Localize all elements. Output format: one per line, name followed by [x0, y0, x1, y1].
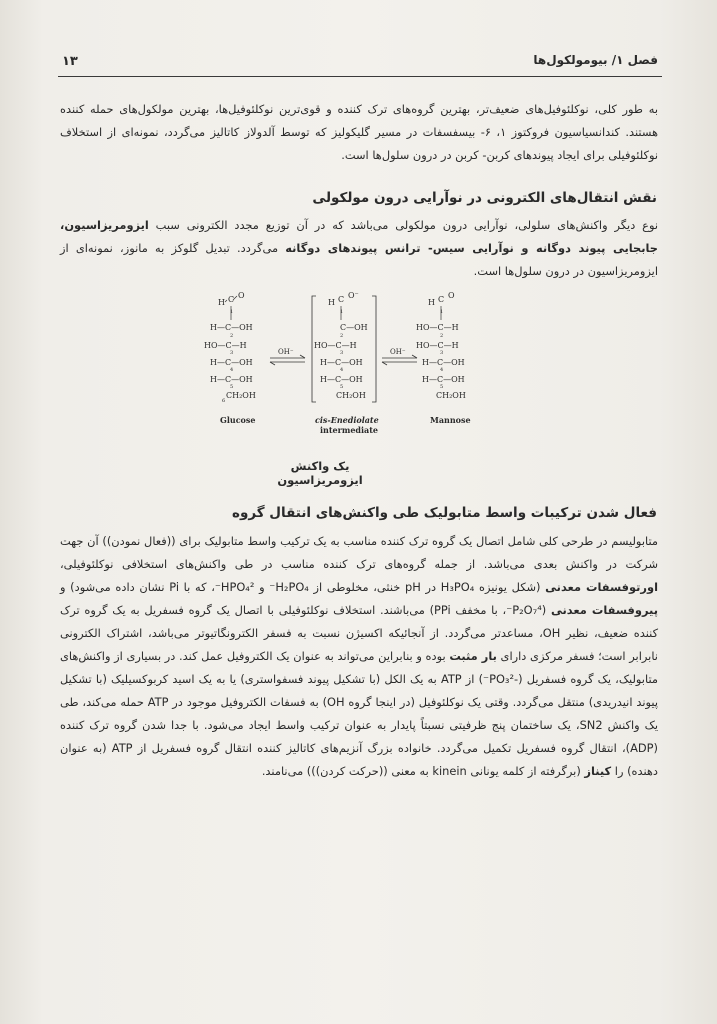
svg-text:HO—C—H: HO—C—H: [416, 323, 459, 332]
svg-text:2: 2: [340, 333, 344, 339]
arrow-label-oh-1: OH⁻: [278, 348, 294, 356]
svg-text:5: 5: [340, 384, 344, 390]
svg-text:2: 2: [230, 333, 234, 339]
svg-text:H—C—OH: H—C—OH: [210, 375, 253, 384]
svg-text:4: 4: [340, 367, 344, 373]
text-run: می‌گردد. تبدیل گلوکز به مانوز، نمونه‌ای از ایزومریزاسیون در درون سلول‌ها است.: [60, 241, 658, 278]
svg-text:H: H: [428, 298, 435, 307]
svg-text:3: 3: [340, 350, 344, 356]
bold-term: بار مثبت: [449, 649, 497, 663]
section-heading-electron-transfer: نقش انتقال‌های الکترونی در نوآرایی درون مولکولی: [312, 190, 657, 206]
svg-text:4: 4: [230, 367, 234, 373]
arrow-label-oh-2: OH⁻: [390, 348, 406, 356]
svg-text:5: 5: [230, 384, 234, 390]
svg-text:O: O: [448, 291, 455, 300]
bold-term: کیناز: [584, 764, 612, 778]
svg-text:HO—C—H: HO—C—H: [204, 341, 247, 350]
svg-text:1: 1: [440, 309, 444, 315]
bold-term: ایزومریزاسیون، جابجایی پیوند دوگانه و نوآرایی سیس- ترانس پیوندهای دوگانه: [60, 218, 658, 255]
intermediate-label-1: cis-Enediolate: [315, 415, 379, 425]
svg-text:H: H: [218, 298, 225, 307]
group-transfer-paragraph: [60, 530, 658, 783]
chapter-title: فصل ۱/ بیومولکول‌ها: [533, 53, 658, 67]
svg-text:C: C: [338, 295, 345, 304]
bold-term: پیروفسفات معدنی: [550, 603, 658, 617]
page-header: [58, 50, 662, 77]
page-number: ۱۳: [62, 54, 78, 69]
svg-text:CH₂OH: CH₂OH: [436, 391, 466, 400]
svg-text:6: 6: [222, 398, 226, 404]
bold-term: اورتوفسفات معدنی: [545, 580, 658, 594]
isomerization-diagram: [190, 290, 480, 440]
svg-text:1: 1: [340, 309, 344, 315]
text-run: (P₂O₇⁴⁻، با مخفف PPi) می‌باشند. استخلاف نوکلئوفیلی با اتصال یک گروه فسفریل به یک گروه ترک کننده ضعیف، نظیر OH، مساعدتر می‌گردد. از آنجائیکه اکسیژن نسبت به فسفر الکترونگاتیوتر می‌باشد، اشتراک الکترونی نابرابر است؛ فسفر مرکزی دارای: [60, 603, 658, 663]
svg-text:CH₂OH: CH₂OH: [336, 391, 366, 400]
svg-text:H—C—OH: H—C—OH: [320, 375, 363, 384]
glucose-structure: [204, 291, 256, 404]
svg-text:H—C—OH: H—C—OH: [422, 375, 465, 384]
intro-paragraph: به طور کلی، نوکلئوفیل‌های ضعیف‌تر، بهترین گروه‌های ترک کننده و قوی‌ترین نوکلئوفیل‌ها، بهترین مولکول‌های حمله کننده هستند. کندانسیاسیون فروکتوز ۱، ۶- بیسفسفات در مسیر گلیکولیز که توسط آلدولاز کاتالیز می‌گردد، نمونه‌ای از استخلاف نوکلئوفیلی برای ایجاد پیوندهای کربن- کربن در درون سلول‌ها است.: [60, 102, 658, 162]
mannose-structure: [416, 291, 466, 400]
text-run: (شکل یونیزه H₃PO₄ در pH خنثی، مخلوطی از H₂PO₄⁻ و HPO₄²⁻، که با Pi نشان داده می‌شود) و: [60, 580, 546, 594]
svg-text:3: 3: [440, 350, 444, 356]
section-heading-group-transfer: فعال شدن ترکیبات واسط متابولیک طی واکنش‌های انتقال گروه: [232, 505, 657, 521]
isomerization-paragraph: [60, 214, 658, 283]
svg-text:O: O: [238, 291, 245, 300]
text-run: متابولیسم در طرحی کلی شامل اتصال یک گروه ترک کننده مناسب به یک ترکیب واسط متابولیک برای ((فعال نمودن)) آن جهت شرکت در واکنش بعدی می‌باشد. از جمله گروه‌های ترک کننده مناسب در طی واکنش‌های استخلافی نوکلئوفیلی،: [60, 534, 658, 571]
glucose-label: Glucose: [220, 415, 256, 425]
svg-text:3: 3: [230, 350, 234, 356]
svg-text:C: C: [228, 295, 235, 304]
mannose-label: Mannose: [430, 415, 471, 425]
text-run: (برگرفته از کلمه یونانی kinein به معنی ((حرکت کردن))) می‌نامند.: [261, 764, 585, 778]
svg-text:4: 4: [440, 367, 444, 373]
svg-text:C: C: [438, 295, 445, 304]
svg-text:O⁻: O⁻: [348, 291, 359, 300]
figure-caption: یک واکنش ایزومریزاسیون: [277, 459, 363, 487]
svg-text:HO—C—H: HO—C—H: [314, 341, 357, 350]
svg-text:5: 5: [440, 384, 444, 390]
svg-text:H—C—OH: H—C—OH: [210, 323, 253, 332]
svg-text:H—C—OH: H—C—OH: [422, 358, 465, 367]
text-run: بوده و بنابراین می‌تواند به عنوان یک الکتروفیل عمل کند. در بسیاری از واکنش‌های متابولیک، یک گروه فسفریل (-PO₃²⁻) از ATP به یک الکل (با تشکیل پیوند فسفواستری) یا به یک اسید کربوکسیلیک (با تشکیل پیوند انیدریدی) منتقل می‌گردد. وقتی یک نوکلئوفیل (در اینجا گروه OH) به فسفات الکتروفیل موجود در ATP حمله می‌کند، طی یک واکنش SN2، یک ساختمان پنج ظرفیتی نسبتاً پایدار به عنوان ترکیب واسط ایجاد می‌شود. با جدا شدن گروه ترک کننده (ADP)، انتقال گروه فسفریل تکمیل می‌گردد. خانواده بزرگ آنزیم‌های کاتالیز کننده انتقال گروه فسفریل از ATP (به عنوان دهنده) را: [60, 649, 658, 778]
svg-text:HO—C—H: HO—C—H: [416, 341, 459, 350]
enediolate-structure: [312, 291, 376, 402]
svg-text:H—C—OH: H—C—OH: [320, 358, 363, 367]
svg-text:H—C—OH: H—C—OH: [210, 358, 253, 367]
svg-text:1: 1: [230, 309, 234, 315]
intermediate-label-2: intermediate: [320, 425, 379, 435]
svg-text:2: 2: [440, 333, 444, 339]
svg-text:CH₂OH: CH₂OH: [226, 391, 256, 400]
svg-text:H: H: [328, 298, 335, 307]
text-run: نوع دیگر واکنش‌های سلولی، نوآرایی درون مولکولی می‌باشد که در آن توزیع مجدد الکترونی سبب: [148, 218, 658, 232]
svg-text:C—OH: C—OH: [340, 323, 368, 332]
